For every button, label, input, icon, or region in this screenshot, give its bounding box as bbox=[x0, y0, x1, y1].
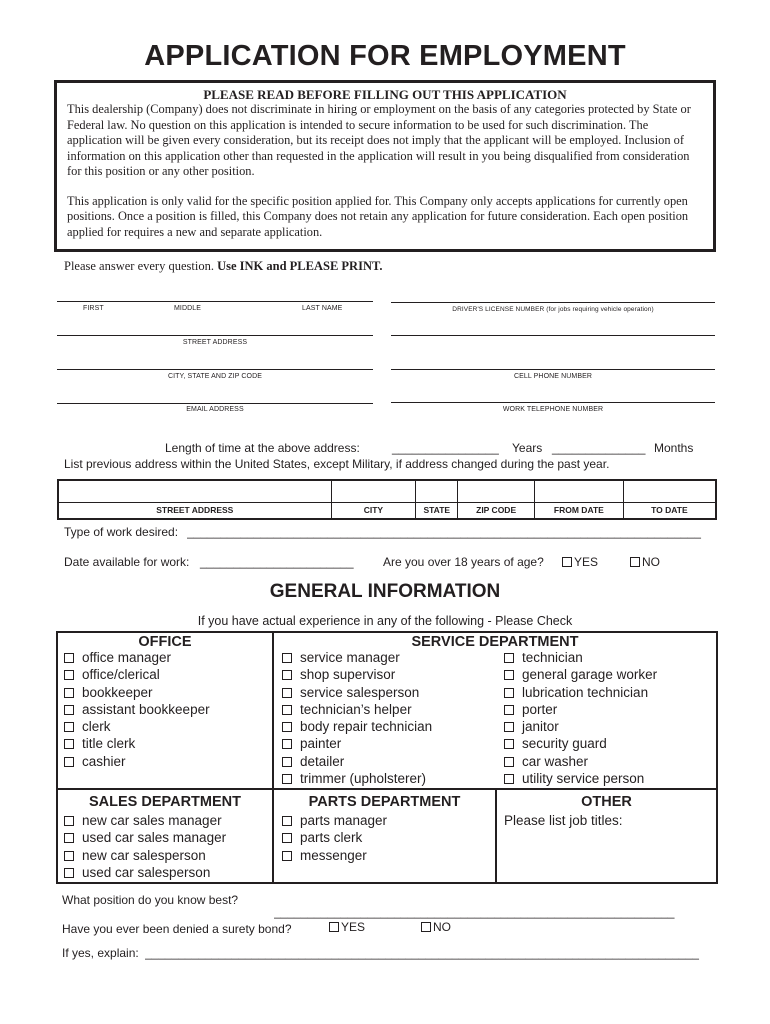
list-item[interactable]: shop supervisor bbox=[282, 666, 432, 683]
office-title: OFFICE bbox=[138, 634, 192, 650]
work-phone-label: WORK TELEPHONE NUMBER bbox=[502, 406, 604, 413]
list-item[interactable]: used car salesperson bbox=[64, 864, 226, 881]
checkbox-icon[interactable] bbox=[64, 816, 74, 826]
state-cell[interactable] bbox=[416, 480, 458, 502]
column-header-state: STATE bbox=[416, 502, 458, 519]
name-field[interactable] bbox=[57, 301, 373, 302]
page-title: APPLICATION FOR EMPLOYMENT bbox=[144, 40, 626, 72]
checkbox-icon[interactable] bbox=[282, 757, 292, 767]
checkbox-icon[interactable] bbox=[64, 670, 74, 680]
checkbox-icon[interactable] bbox=[282, 705, 292, 715]
previous-address-table bbox=[57, 479, 717, 520]
checkbox-icon[interactable] bbox=[504, 774, 514, 784]
column-header-to-date: TO DATE bbox=[623, 502, 716, 519]
list-item[interactable]: utility service person bbox=[504, 770, 657, 787]
list-item[interactable]: assistant bookkeeper bbox=[64, 701, 210, 718]
list-item[interactable]: car washer bbox=[504, 753, 657, 770]
city-state-zip-label: CITY, STATE AND ZIP CODE bbox=[167, 373, 263, 380]
list-item[interactable]: general garage worker bbox=[504, 666, 657, 683]
checkbox-icon[interactable] bbox=[64, 688, 74, 698]
checkbox-icon[interactable] bbox=[329, 922, 339, 932]
checkbox-icon[interactable] bbox=[282, 816, 292, 826]
city-state-zip-field[interactable] bbox=[57, 369, 373, 370]
surety-bond-question: Have you ever been denied a surety bond? bbox=[62, 922, 292, 936]
from-date-cell[interactable] bbox=[535, 480, 624, 502]
to-date-cell[interactable] bbox=[623, 480, 716, 502]
service-list-2 bbox=[504, 649, 657, 787]
cell-phone-field[interactable] bbox=[391, 369, 715, 370]
age-yes-label: YES bbox=[574, 555, 599, 569]
surety-yes-option[interactable] bbox=[329, 920, 365, 934]
list-item[interactable]: porter bbox=[504, 701, 657, 718]
list-item[interactable]: new car salesperson bbox=[64, 847, 226, 864]
instructions bbox=[64, 259, 383, 274]
age-no-option[interactable] bbox=[630, 555, 660, 569]
list-item[interactable]: service salesperson bbox=[282, 684, 432, 701]
middle-name-label: MIDDLE bbox=[174, 305, 202, 312]
parts-list bbox=[282, 812, 387, 864]
extra-line-field[interactable] bbox=[391, 335, 715, 336]
date-available-label: Date available for work: bbox=[64, 555, 190, 569]
position-question: What position do you know best? bbox=[62, 893, 239, 907]
surety-no-option[interactable] bbox=[421, 920, 451, 934]
years-field[interactable]: ________________ bbox=[392, 441, 499, 455]
position-field[interactable]: ____________________________________________________________ bbox=[274, 905, 675, 919]
list-item[interactable]: lubrication technician bbox=[504, 684, 657, 701]
checkbox-icon[interactable] bbox=[282, 688, 292, 698]
email-label: EMAIL ADDRESS bbox=[186, 406, 244, 413]
list-item[interactable]: bookkeeper bbox=[64, 684, 210, 701]
list-item[interactable]: new car sales manager bbox=[64, 812, 226, 829]
list-item[interactable]: painter bbox=[282, 735, 432, 752]
checkbox-icon[interactable] bbox=[282, 722, 292, 732]
checkbox-icon[interactable] bbox=[64, 851, 74, 861]
notice-paragraph-2: This application is only valid for the specific position applied for. This Company only accepts applications for currently open positions. Once a position is filled, this Company does not retain any application for future consideration. Each open position applied for requires a new and separate application. bbox=[67, 193, 689, 239]
last-name-label: LAST NAME bbox=[302, 305, 343, 312]
work-desired-field[interactable]: _____________________________________________________________________________ bbox=[187, 525, 701, 539]
checkbox-icon[interactable] bbox=[282, 833, 292, 843]
list-item[interactable]: office/clerical bbox=[64, 666, 210, 683]
checkbox-icon[interactable] bbox=[504, 739, 514, 749]
list-item[interactable]: parts manager bbox=[282, 812, 387, 829]
notice-heading: PLEASE READ BEFORE FILLING OUT THIS APPLICATION bbox=[203, 87, 567, 102]
age-no-label: NO bbox=[642, 555, 660, 569]
checkbox-icon[interactable] bbox=[64, 868, 74, 878]
zip-code-cell[interactable] bbox=[458, 480, 535, 502]
notice-paragraph-1: This dealership (Company) does not discriminate in hiring or employment on the basis of any categories protected by State or Federal law. No question on this application is intended to secure information to be used for such discrimination. The application will be given every consideration, but its receipt does not imply that the applicant will be employed. Inclusion of information on this application other than requested in the application will result in you being disqualified from consideration for this position or any other position. bbox=[67, 102, 691, 178]
sales-list bbox=[64, 812, 226, 881]
list-item[interactable]: technician’s helper bbox=[282, 701, 432, 718]
checkbox-icon[interactable] bbox=[504, 688, 514, 698]
street-address-label: STREET ADDRESS bbox=[182, 339, 248, 346]
age-yes-option[interactable] bbox=[562, 555, 598, 569]
time-at-address-label: Length of time at the above address: bbox=[165, 441, 360, 455]
list-item[interactable]: used car sales manager bbox=[64, 829, 226, 846]
date-available-field[interactable]: _______________________ bbox=[200, 555, 354, 569]
list-item[interactable]: trimmer (upholsterer) bbox=[282, 770, 432, 787]
instructions-plain: Please answer every question. bbox=[64, 259, 218, 273]
parts-title: PARTS DEPARTMENT bbox=[308, 794, 461, 810]
instructions-bold: Use INK and PLEASE PRINT. bbox=[217, 259, 383, 273]
column-header-from-date: FROM DATE bbox=[535, 502, 624, 519]
checkbox-icon[interactable] bbox=[504, 653, 514, 663]
city-cell[interactable] bbox=[331, 480, 416, 502]
checkbox-icon[interactable] bbox=[64, 739, 74, 749]
surety-yes-label: YES bbox=[341, 920, 366, 934]
explain-field[interactable]: ___________________________________________________________________________________ bbox=[145, 946, 699, 960]
checkbox-icon[interactable] bbox=[562, 557, 572, 567]
checkbox-icon[interactable] bbox=[282, 670, 292, 680]
checkbox-icon[interactable] bbox=[64, 705, 74, 715]
checkbox-icon[interactable] bbox=[282, 851, 292, 861]
previous-address-instruction: List previous address within the United States, except Military, if address changed during the past year. bbox=[64, 457, 610, 471]
sales-title: SALES DEPARTMENT bbox=[89, 794, 241, 810]
surety-no-label: NO bbox=[433, 920, 451, 934]
checkbox-icon[interactable] bbox=[504, 757, 514, 767]
list-item[interactable]: body repair technician bbox=[282, 718, 432, 735]
other-instruction: Please list job titles: bbox=[504, 813, 623, 828]
checkbox-icon[interactable] bbox=[504, 722, 514, 732]
checkbox-icon[interactable] bbox=[282, 653, 292, 663]
list-item[interactable]: technician bbox=[504, 649, 657, 666]
age-question-label: Are you over 18 years of age? bbox=[383, 555, 544, 569]
list-item[interactable]: messenger bbox=[282, 847, 387, 864]
checkbox-icon[interactable] bbox=[282, 774, 292, 784]
drivers-license-label: DRIVER'S LICENSE NUMBER (for jobs requiring vehicle operation) bbox=[452, 306, 654, 313]
column-header-city: CITY bbox=[331, 502, 416, 519]
street-address-field[interactable] bbox=[57, 335, 373, 336]
other-title: OTHER bbox=[581, 794, 632, 810]
office-list bbox=[64, 649, 210, 770]
general-information-subtitle: If you have actual experience in any of the following - Please Check bbox=[197, 614, 573, 628]
first-name-label: FIRST bbox=[83, 305, 104, 312]
checkbox-icon[interactable] bbox=[504, 705, 514, 715]
checkbox-icon[interactable] bbox=[64, 757, 74, 767]
list-item[interactable]: parts clerk bbox=[282, 829, 387, 846]
general-information-title: GENERAL INFORMATION bbox=[269, 581, 501, 602]
years-label: Years bbox=[512, 441, 543, 455]
cell-phone-label: CELL PHONE NUMBER bbox=[513, 373, 593, 380]
column-header-street: STREET ADDRESS bbox=[58, 502, 331, 519]
checkbox-icon[interactable] bbox=[504, 670, 514, 680]
list-item[interactable]: clerk bbox=[64, 718, 210, 735]
work-phone-field[interactable] bbox=[391, 402, 715, 403]
checkbox-icon[interactable] bbox=[421, 922, 431, 932]
list-item[interactable]: janitor bbox=[504, 718, 657, 735]
list-item[interactable]: security guard bbox=[504, 735, 657, 752]
drivers-license-field[interactable] bbox=[391, 302, 715, 303]
email-field[interactable] bbox=[57, 403, 373, 404]
checkbox-icon[interactable] bbox=[64, 833, 74, 843]
checkbox-icon[interactable] bbox=[64, 653, 74, 663]
service-list-1 bbox=[282, 649, 432, 787]
notice-box bbox=[54, 80, 716, 252]
list-item[interactable]: cashier bbox=[64, 753, 210, 770]
service-title: SERVICE DEPARTMENT bbox=[411, 634, 579, 650]
list-item[interactable]: service manager bbox=[282, 649, 432, 666]
checkbox-icon[interactable] bbox=[630, 557, 640, 567]
checkbox-icon[interactable] bbox=[64, 722, 74, 732]
months-label: Months bbox=[654, 441, 694, 455]
street-address-cell[interactable] bbox=[58, 480, 331, 502]
list-item[interactable]: detailer bbox=[282, 753, 432, 770]
list-item[interactable]: office manager bbox=[64, 649, 210, 666]
explain-label: If yes, explain: bbox=[62, 946, 139, 960]
months-field[interactable]: ______________ bbox=[552, 441, 646, 455]
column-header-zip: ZIP CODE bbox=[458, 502, 535, 519]
checkbox-icon[interactable] bbox=[282, 739, 292, 749]
list-item[interactable]: title clerk bbox=[64, 735, 210, 752]
work-desired-label: Type of work desired: bbox=[64, 525, 179, 539]
